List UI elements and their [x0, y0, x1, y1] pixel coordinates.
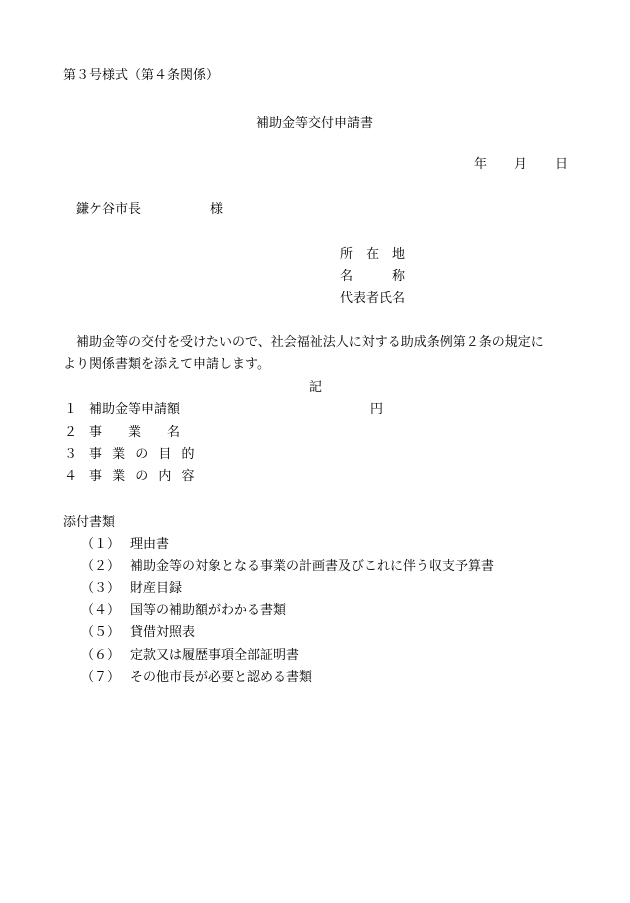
attachments-heading: 添付書類: [63, 515, 116, 530]
ki-marker: 記: [309, 380, 323, 395]
attachment-text: その他市長が必要と認める書類: [130, 670, 313, 685]
attachment-number: （２）: [81, 559, 121, 574]
item-number: ３: [64, 447, 78, 462]
item-label: 事 業 の 目 的: [89, 447, 198, 462]
attachment-number: （４）: [81, 603, 121, 618]
attachment-text: 定款又は履歴事項全部証明書: [130, 648, 300, 663]
attachment-text: 財産目録: [130, 581, 183, 596]
attachment-text: 補助金等の対象となる事業の計画書及びこれに伴う収支予算書: [130, 559, 495, 574]
date-year: 年: [474, 157, 488, 172]
applicant-representative-label: 代表者氏名: [340, 291, 406, 306]
form-number: 第３号様式（第４条関係）: [63, 68, 220, 83]
attachment-number: （１）: [81, 537, 121, 552]
attachment-text: 理由書: [130, 537, 170, 552]
item-label: 事 業 名: [89, 425, 181, 440]
body-line-1: 補助金等の交付を受けたいので、社会福祉法人に対する助成条例第２条の規定に: [76, 335, 544, 350]
addressee-honorific: 様: [210, 202, 224, 217]
document-title: 補助金等交付申請書: [256, 116, 374, 131]
attachment-number: （６）: [81, 648, 121, 663]
item-number: ２: [64, 425, 78, 440]
applicant-name-label: 名 称: [340, 269, 406, 284]
item-number: ４: [64, 469, 78, 484]
body-line-2: より関係書類を添えて申請します。: [63, 357, 270, 372]
applicant-address-label: 所 在 地: [340, 247, 406, 262]
attachment-number: （７）: [81, 670, 121, 685]
attachment-text: 国等の補助額がわかる書類: [130, 603, 287, 618]
date-month: 月: [514, 157, 528, 172]
addressee-name: 鎌ケ谷市長: [76, 202, 142, 217]
attachment-number: （５）: [81, 625, 121, 640]
item-label: 補助金等申請額: [89, 402, 181, 417]
attachment-text: 貸借対照表: [130, 625, 196, 640]
attachment-number: （３）: [81, 581, 121, 596]
item-number: １: [64, 402, 78, 417]
item-suffix: 円: [370, 402, 384, 417]
date-day: 日: [555, 157, 569, 172]
item-label: 事 業 の 内 容: [89, 469, 198, 484]
